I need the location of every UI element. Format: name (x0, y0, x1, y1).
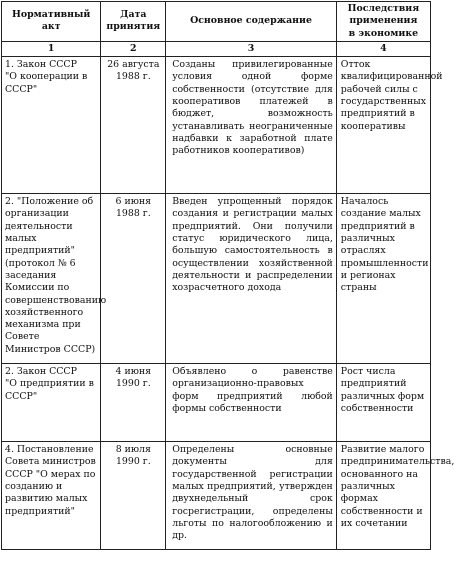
table-row (2, 364, 431, 442)
content-cell: Определены основные документы для государственной регистрации малых предприятий, утвержден двухнедельный срок госрегистрации, определены льготы по налогообложению и др. (166, 442, 337, 550)
date-cell: 6 июня 1988 г. (101, 194, 166, 364)
result-cell: Началось создание малых предприятий в различных отраслях промышленности и регионах страны (336, 194, 430, 364)
header-result: Последствия применения в экономике (336, 2, 430, 42)
content-cell: Созданы привилегированные условия одной форме собственности (отсутствие для кооперативов платежей в бюджет, возможность устанавливать неограниченные надбавки к заработной плате работников кооперативов) (166, 57, 337, 194)
date-cell: 26 августа 1988 г. (101, 57, 166, 194)
column-number: 4 (336, 41, 430, 56)
content-cell: Введен упрощенный порядок создания и регистрации малых предприятий. Они получили статус юридического лица, большую самостоятельность в осуществлении хозяйственной деятельности и распределении хозрасчетного дохода (166, 194, 337, 364)
act-cell: 2. "Положение об организации деятельности малых предприятий" (протокол № 6 заседания Комиссии по совершенствованию хозяйственного механизма при Совете Министров СССР) (2, 194, 101, 364)
header-row (2, 2, 431, 42)
act-cell: 4. Постановление Совета министров СССР "О мерах по созданию и развитию малых предприятий" (2, 442, 101, 550)
result-cell: Развитие малого предпринимательства, основанного на различных формах собственности и их сочетании (336, 442, 430, 550)
column-number: 3 (166, 41, 337, 56)
result-cell: Рост числа предприятий различных форм собственности (336, 364, 430, 442)
header-content: Основное содержание (166, 2, 337, 42)
date-cell: 4 июня 1990 г. (101, 364, 166, 442)
date-cell: 8 июля 1990 г. (101, 442, 166, 550)
act-cell: 1. Закон СССР "О кооперации в СССР" (2, 57, 101, 194)
content-cell: Объявлено о равенстве организационно-правовых форм предприятий любой формы собственности (166, 364, 337, 442)
column-number: 2 (101, 41, 166, 56)
table-row (2, 442, 431, 550)
result-cell: Отток квалифицированной рабочей силы с государственных предприятий в кооперативы (336, 57, 430, 194)
column-number: 1 (2, 41, 101, 56)
column-number-row (2, 41, 431, 56)
header-act: Нормативный акт (2, 2, 101, 42)
table-row (2, 194, 431, 364)
header-date: Дата принятия (101, 2, 166, 42)
table-row (2, 57, 431, 194)
act-cell: 2. Закон СССР "О предприятии в СССР" (2, 364, 101, 442)
legislation-table (1, 1, 454, 550)
